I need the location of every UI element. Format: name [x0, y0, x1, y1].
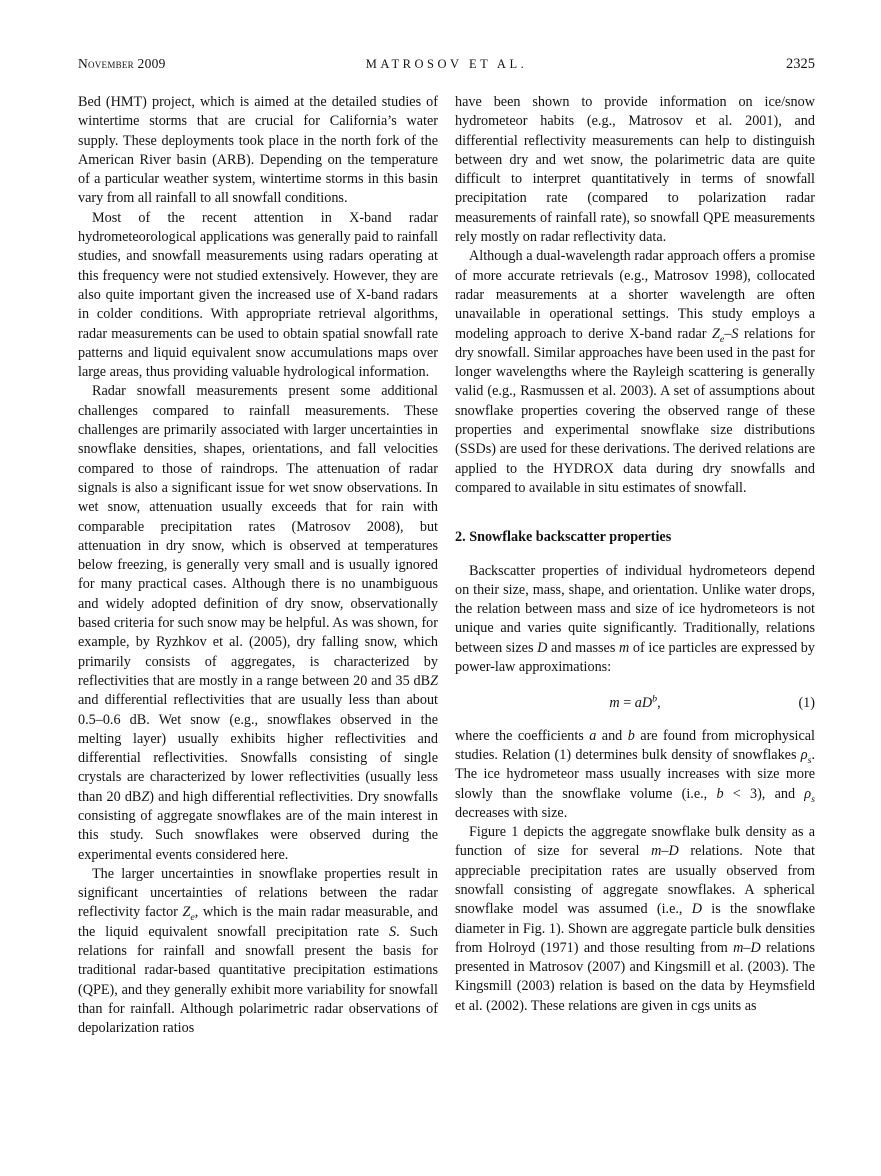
paragraph: Backscatter properties of individual hydrometeors depend on their size, mass, shape, and orientation. Unlike water drops, the relation between mass and size of ice hydrometeors is not unique and varies quite significantly. Traditionally, relations between sizes D and masses m of ice particles are expressed by power-law approximations:: [455, 562, 815, 676]
page-number: 2325: [786, 56, 815, 72]
paragraph: where the coefficients a and b are found from microphysical studies. Relation (1) determines bulk density of snowflakes $\rho_s$. The ice hydrometeor mass usually increases with size more slowly than the snowflake volume (i.e., b < 3), and $\rho_s$ decreases with size.: [455, 727, 815, 821]
paragraph: have been shown to provide information on ice/snow hydrometeor habits (e.g., Matrosov et al. 2001), and differential reflectivity measurements can help to distinguish between dry and wet snow, the polarimetric data are quite difficult to interpret quantitatively in terms of snowfall precipitation rate (compared to polarization radar measurements of rainfall rate), so snowfall QPE measurements rely mostly on radar reflectivity data.: [455, 94, 815, 246]
issue-date: November 2009: [78, 56, 166, 71]
right-column: [455, 93, 815, 1039]
two-column-body: [78, 93, 815, 1039]
paragraph: The larger uncertainties in snowflake properties result in significant uncertainties of relations between the radar reflectivity factor $Z_e$, which is the main radar measurable, and the liquid equivalent snowfall precipitation rate S. Such relations for rainfall and snowfall present the basis for traditional radar-based quantitative precipitation estimations (QPE), and they generally exhibit more variability for snowfall than for rainfall. Although polarimetric radar observations of depolarization ratios: [78, 865, 438, 1037]
running-title: MATROSOV ET AL.: [365, 57, 528, 71]
paragraph: Although a dual-wavelength radar approach offers a promise of more accurate retrievals (e.g., Matrosov 1998), collocated radar measurements at a shorter wavelength are often unavailable in operational settings. This study employs a modeling approach to derive X-band radar $Z_e-S$ relations for dry snowfall. Similar approaches have been used in the past for longer wavelengths where the Rayleigh scattering is generally valid (e.g., Rasmussen et al. 2003). A set of assumptions about snowflake properties covering the observed range of these properties and experimental snowflake size distributions (SSDs) are used for these derivations. The derived relations are applied to the HYDROX data during dry snowfalls and compared to available in situ estimates of snowfall.: [455, 248, 815, 496]
section-heading: 2. Snowflake backscatter properties: [455, 529, 672, 546]
paragraph: Bed (HMT) project, which is aimed at the detailed studies of wintertime storms that are crucial for California’s water supply. These deployments took place in the north fork of the American River basin (ARB). Depending on the temperature of a particular weather system, wintertime storms in this basin vary from all rainfall to all snowfall conditions.: [78, 94, 438, 207]
equation-number: (1): [798, 695, 815, 712]
paragraph: Figure 1 depicts the aggregate snowflake bulk density as a function of size for several m–D relations. Note that appreciable precipitation rates are usually observed from snowfall consisting of aggregate snowflakes. A spherical snowflake model was assumed (i.e., D is the snowflake diameter in Fig. 1). Shown are aggregate particle bulk densities from Holroyd (1971) and those resulting from m–D relations presented in Matrosov (2007) and Kingsmill et al. (2003). The Kingsmill (2003) relation is based on the data by Heymsfield et al. (2002). These relations are given in cgs units as: [455, 824, 815, 1014]
page-header: [78, 56, 815, 73]
equation: [455, 694, 815, 713]
paragraph: Radar snowfall measurements present some additional challenges compared to rainfall measurements. These challenges are primarily associated with larger uncertainties in snowflake densities, shapes, orientations, and fall velocities compared to those of raindrops. The attenuation of radar signals is also a significant issue for wet snow observations. In wet snow, attenuation usually exceeds that for rain with comparable precipitation rates (Matrosov 2008), but attenuation in dry snow, which is observed at temperatures below freezing, is generally very small and is usually ignored for many practical cases. Although there is no unambiguous and widely adopted definition of dry snow, observationally based criteria for such snow may be helpful. As was shown, for example, by Ryzhkov et al. (2005), dry falling snow, which primarily consists of aggregates, is characterized by reflectivities that are mostly in a range between 20 and 35 dBZ and differential reflectivities that are usually less than about 0.5–0.6 dB. Wet snow (e.g., snowflakes observed in the melting layer) usually exhibits higher reflectivities and differential reflectivities. Snowfalls consisting of single crystals are characterized by lower reflectivities (usually less than 20 dBZ) and high differential reflectivities. Dry snowfalls consisting of aggregate snowflakes are of the main interest in this study. Such snowflakes were observed during the experimental events considered here.: [78, 383, 439, 863]
left-column: [78, 93, 438, 1039]
equation-body: $m = aD^b$,: [609, 693, 661, 712]
paragraph: Most of the recent attention in X-band radar hydrometeorological applications was generally paid to rainfall studies, and snowfall measurements using radars operating at this frequency were not studied extensively. However, they are also quite important given the increased use of X-band radars in colder conditions. With appropriate retrieval algorithms, radar measurements can be used to obtain spatial snowfall rate patterns and liquid equivalent snow accumulations maps over large areas, thus providing valuable hydrological information.: [78, 209, 438, 381]
